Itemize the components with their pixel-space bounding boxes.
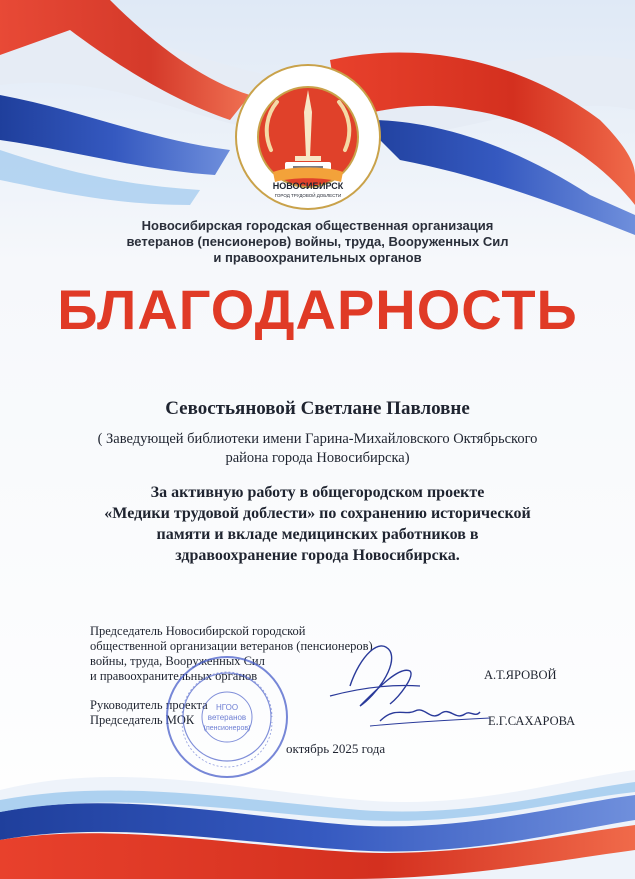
svg-text:ветеранов: ветеранов: [207, 713, 247, 722]
recipient-name: Севостьяновой Светлане Павловне: [165, 398, 470, 419]
reason-line-2: «Медики трудовой доблести» по сохранению исторической: [104, 505, 531, 522]
organization-emblem: [233, 62, 383, 212]
signatory-2-name: Е.Г.САХАРОВА: [488, 714, 576, 728]
signatory-1-line-2: общественной организации ветеранов (пенсионеров): [90, 639, 373, 653]
svg-text:НОВОСИБИРСК: НОВОСИБИРСК: [272, 181, 344, 191]
signatory-2-line-1: Руководитель проекта: [90, 698, 208, 712]
position-line-1: ( Заведующей библиотеки имени Гарина-Михайловского Октябрьского: [97, 431, 538, 447]
award-reason: [0, 482, 635, 566]
signatory-1-line-4: и правоохранительных органов: [90, 669, 258, 683]
recipient-position: [0, 430, 635, 468]
reason-line-3: памяти и вкладе медицинских работников в: [156, 526, 479, 543]
reason-line-4: здравоохранение города Новосибирска.: [175, 547, 460, 564]
organization-line-2: ветеранов (пенсионеров) войны, труда, Вооруженных Сил: [126, 234, 509, 249]
handwritten-signatures: [320, 626, 520, 736]
reason-line-1: За активную работу в общегородском проекте: [150, 484, 485, 501]
organization-line-3: и правоохранительных органов: [213, 250, 422, 265]
certificate-title: БЛАГОДАРНОСТЬ: [57, 278, 578, 341]
organization-name: [0, 218, 635, 266]
issue-date: октябрь 2025 года: [286, 741, 386, 756]
signatory-1-name: А.Т.ЯРОВОЙ: [484, 668, 557, 682]
position-line-2: района города Новосибирска): [225, 450, 410, 466]
svg-text:ГОРОД ТРУДОВОЙ ДОБЛЕСТИ: ГОРОД ТРУДОВОЙ ДОБЛЕСТИ: [274, 193, 342, 198]
signatory-1-line-3: войны, труда, Вооруженных Сил: [90, 654, 265, 668]
organization-stamp: [162, 652, 292, 782]
signatory-1-line-1: Председатель Новосибирской городской: [90, 624, 306, 638]
svg-text:(пенсионеров): (пенсионеров): [203, 725, 251, 732]
signatory-2-line-2: Председатель МОК: [90, 713, 195, 727]
organization-line-1: Новосибирская городская общественная организация: [141, 218, 494, 233]
svg-text:НГОО: НГОО: [215, 703, 239, 712]
